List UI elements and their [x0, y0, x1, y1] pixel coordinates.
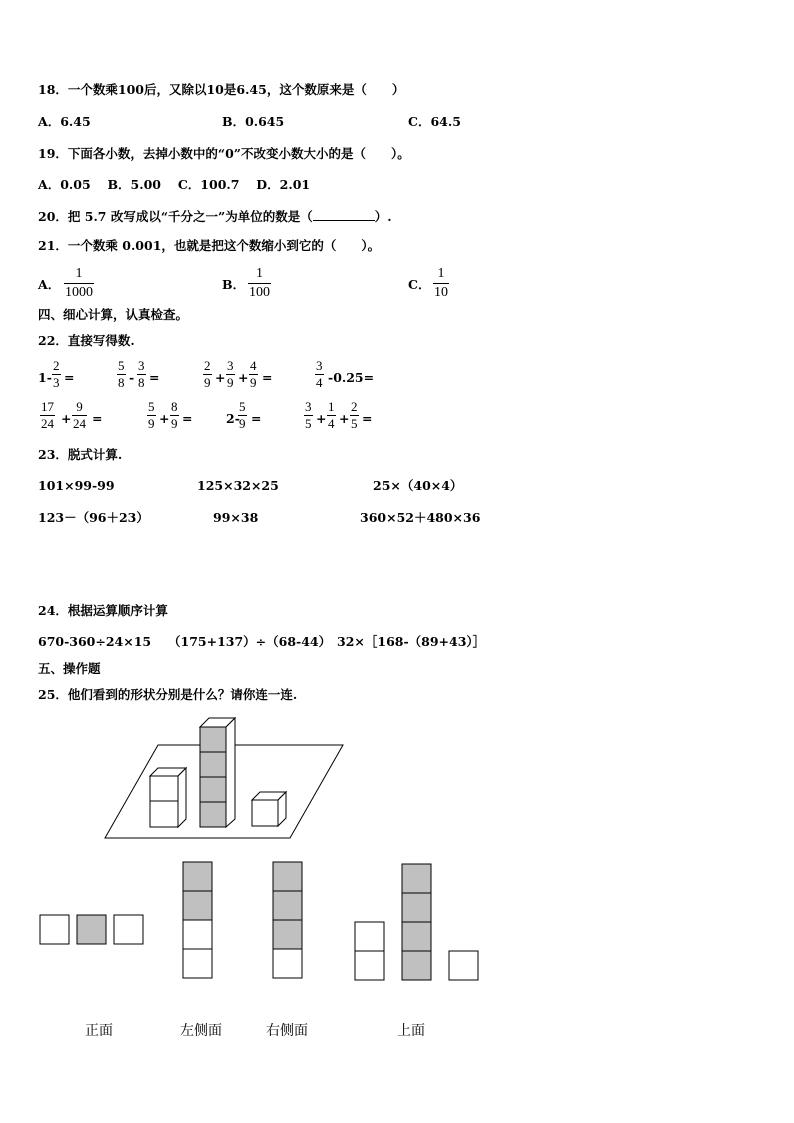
expr-7-prefix: 2- — [226, 411, 240, 426]
fraction-1-1000: 1 1000 — [65, 266, 93, 300]
q25-stem: 25．他们看到的形状分别是什么？请你连一连. — [38, 687, 298, 702]
fraction-1-10: 1 10 — [434, 266, 448, 300]
expr-1-fraction: 2 3 — [53, 358, 60, 390]
expr-1-prefix: 1- — [38, 370, 52, 385]
q23-expr: 101×99-99 — [38, 478, 115, 493]
expr-5-fraction-2: 9 24 — [73, 399, 86, 431]
q23-expr: 125×32×25 — [197, 478, 279, 493]
expr-6-fraction-1: 5 9 — [148, 399, 155, 431]
expr-5-fraction-1: 17 24 — [41, 399, 54, 431]
left-view-shape — [183, 862, 212, 978]
q24-expr: （175+137）÷（68-44） — [168, 634, 332, 649]
q18-option-b: B．0.645 — [222, 114, 285, 129]
fraction-1-100: 1 100 — [249, 266, 270, 300]
expr-6-fraction-2: 8 9 — [171, 399, 178, 431]
expr-7-fraction: 5 9 — [239, 399, 246, 431]
section-4-title: 四、细心计算，认真检查。 — [38, 307, 189, 322]
equals: = — [64, 370, 75, 385]
top-view-shape — [355, 864, 478, 980]
q24-expr: 32×［168-（89+43）］ — [337, 634, 486, 649]
expr-3-fraction-1: 2 9 — [204, 358, 211, 390]
q20-text-post: ）. — [374, 209, 392, 224]
expr-4-fraction: 3 4 — [316, 358, 323, 390]
label-front: 正面 — [85, 1022, 113, 1038]
minus: - — [129, 370, 135, 385]
equals: = — [262, 370, 273, 385]
cube-single — [252, 792, 286, 826]
cube-stack-2 — [150, 768, 186, 827]
expr-8-fraction-2: 1 4 — [328, 399, 335, 431]
q21-option-c: C． — [408, 277, 431, 292]
q18-option-a: A．6.45 — [38, 114, 91, 129]
right-view-shape — [273, 862, 302, 978]
q21-option-a: A． — [38, 277, 61, 292]
q19-stem: 19．下面各小数，去掉小数中的“0”不改变小数大小的是（ ）。 — [38, 146, 410, 161]
plus: + — [159, 411, 170, 426]
q22-stem: 22．直接写得数. — [38, 333, 135, 348]
q18-option-c: C．64.5 — [408, 114, 461, 129]
q24-expr: 670-360÷24×15 — [38, 634, 152, 649]
q23-expr: 99×38 — [213, 510, 259, 525]
equals: = — [251, 411, 262, 426]
q21-stem: 21．一个数乘 0.001，也就是把这个数缩小到它的（ ）。 — [38, 238, 381, 253]
q23-stem: 23．脱式计算. — [38, 447, 123, 462]
plus: + — [61, 411, 72, 426]
expr-8-fraction-3: 2 5 — [351, 399, 358, 431]
equals: = — [149, 370, 160, 385]
plus: + — [339, 411, 350, 426]
equals: = — [362, 411, 373, 426]
q24-stem: 24．根据运算顺序计算 — [38, 603, 168, 618]
plus: + — [215, 370, 226, 385]
q23-expr: 123－（96＋23） — [38, 510, 149, 525]
plus: + — [316, 411, 327, 426]
expr-2-fraction-1: 5 8 — [118, 358, 125, 390]
equals: = — [182, 411, 193, 426]
equals: = — [92, 411, 103, 426]
q23-expr: 25×（40×4） — [373, 478, 463, 493]
front-view-shape — [40, 915, 143, 944]
q18-stem: 18．一个数乘100后，又除以10是6.45，这个数原来是（ ） — [38, 82, 405, 97]
cube-stack-4 — [200, 718, 235, 827]
q21-option-b: B． — [222, 277, 246, 292]
plus: + — [238, 370, 249, 385]
expr-4-suffix: -0.25= — [328, 370, 375, 385]
label-left-side: 左侧面 — [180, 1022, 222, 1038]
expr-2-fraction-2: 3 8 — [138, 358, 145, 390]
section-5-title: 五、操作题 — [38, 661, 101, 676]
expr-3-fraction-3: 4 9 — [250, 358, 257, 390]
q23-expr: 360×52＋480×36 — [360, 510, 481, 525]
label-top: 上面 — [397, 1022, 425, 1038]
label-right-side: 右侧面 — [266, 1022, 308, 1038]
q20-text-pre: 20．把 5.7 改写成以“千分之一”为单位的数是（ — [38, 209, 313, 224]
expr-3-fraction-2: 3 9 — [227, 358, 234, 390]
expr-8-fraction-1: 3 5 — [305, 399, 312, 431]
q19-options: A．0.05 B．5.00 C．100.7 D．2.01 — [38, 177, 311, 192]
